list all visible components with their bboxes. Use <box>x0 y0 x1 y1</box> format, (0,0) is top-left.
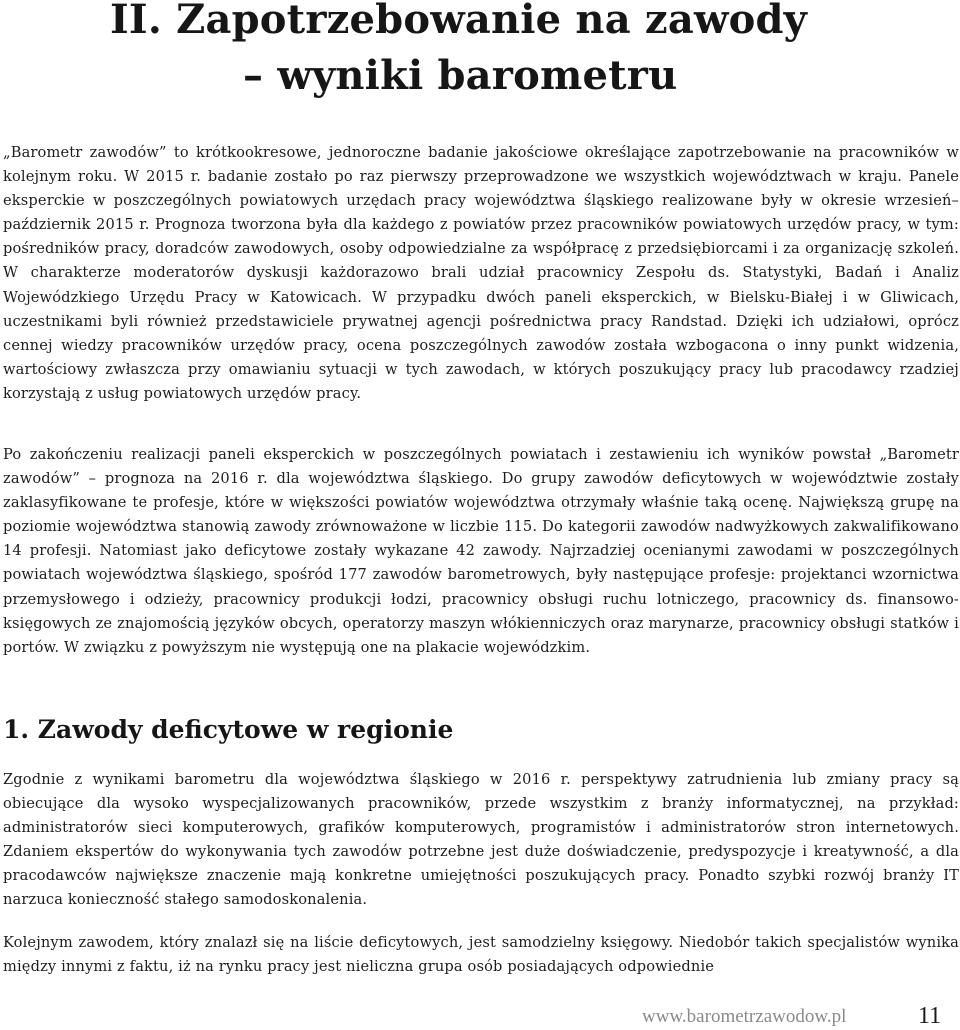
page-number: 11 <box>918 1003 942 1029</box>
results-paragraph: Po zakończeniu realizacji paneli eksperckich w poszczególnych powiatach i zestawieniu ich wyników powstał „Barometr zawodów” – prognoza na 2016 r. dla województwa śląskiego. Do grupy zawodów deficytowych w województwie zostały zaklasyfikowane te profesje, które w większości powiatów województwa otrzymały właśnie taką ocenę. Największą grupę na poziomie województwa stanowią zawody zrównoważone w liczbie 115. Do kategorii zawodów nadwyżkowych zakwalifikowano 14 profesji. Natomiast jako deficytowe zostały wykazane 42 zawody. Najrzadziej ocenianymi zawodami w poszczególnych powiatach województwa śląskiego, spośród 177 zawodów barometrowych, były następujące profesje: projektanci wzornictwa przemysłowego i odzieży, pracownicy produkcji łodzi, pracownicy obsługi ruchu lotniczego, pracownicy ds. finansowo-księgowych ze znajomością języków obcych, operatorzy maszyn włókienniczych oraz marynarze, pracownicy obsługi statków i portów. W związku z powyższym nie występują one na plakacie wojewódzkim. <box>3 446 959 656</box>
intro-paragraph: „Barometr zawodów” to krótkookresowe, jednoroczne badanie jakościowe określające zapotrzebowanie na pracowników w kolejnym roku. W 2015 r. badanie zostało po raz pierwszy przeprowadzone we wszystkich województwach w kraju. Panele eksperckie w poszczególnych powiatowych urzędach pracy województwa śląskiego realizowane były w okresie wrzesień–październik 2015 r. Prognoza tworzona była dla każdego z powiatów przez pracowników powiatowych urzędów pracy, w tym: pośredników pracy, doradców zawodowych, osoby odpowiedzialne za współpracę z przedsiębiorcami i za organizację szkoleń. W charakterze moderatorów dyskusji każdorazowo brali udział pracownicy Zespołu ds. Statystyki, Badań i Analiz Wojewódzkiego Urzędu Pracy w Katowicach. W przypadku dwóch paneli eksperckich, w Bielsku-Białej i w Gliwicach, uczestnikami byli również przedstawiciele prywatnej agencji pośrednictwa pracy Randstad. Dzięki ich udziałowi, oprócz cennej wiedzy pracowników urzędów pracy, ocena poszczególnych zawodów została wzbogacona o inny punkt widzenia, wartościowy zwłaszcza przy omawianiu sytuacji w tych zawodach, w których poszukujący pracy lub pracodawcy rzadziej korzystają z usług powiatowych urzędów pracy. <box>3 144 959 402</box>
section-paragraph-2: Kolejnym zawodem, który znalazł się na liście deficytowych, jest samodzielny księgowy. Niedobór takich specjalistów wynika między innymi z faktu, iż na rynku pracy jest nieliczna grupa osób posiadających odpowiednie <box>3 934 959 976</box>
chapter-title-line-1: II. Zapotrzebowanie na zawody <box>110 0 808 43</box>
footer-website-link[interactable]: www.barometrzawodow.pl <box>642 1006 847 1027</box>
section-title: 1. Zawody deficytowe w regionie <box>3 715 454 744</box>
chapter-title-line-2: – wyniki barometru <box>243 52 678 99</box>
chapter-title <box>110 0 950 104</box>
section-paragraph-1: Zgodnie z wynikami barometru dla województwa śląskiego w 2016 r. perspektywy zatrudnienia lub zmiany pracy są obiecujące dla wysoko wyspecjalizowanych pracowników, przede wszystkim z branży informatycznej, na przykład: administratorów sieci komputerowych, grafików komputerowych, programistów i administratorów stron internetowych. Zdaniem ekspertów do wykonywania tych zawodów potrzebne jest duże doświadczenie, predyspozycje i kreatywność, a dla pracodawców największe znaczenie mają konkretne umiejętności poszukujących pracy. Ponadto szybki rozwój branży IT narzuca konieczność stałego samodoskonalenia. <box>3 771 959 909</box>
